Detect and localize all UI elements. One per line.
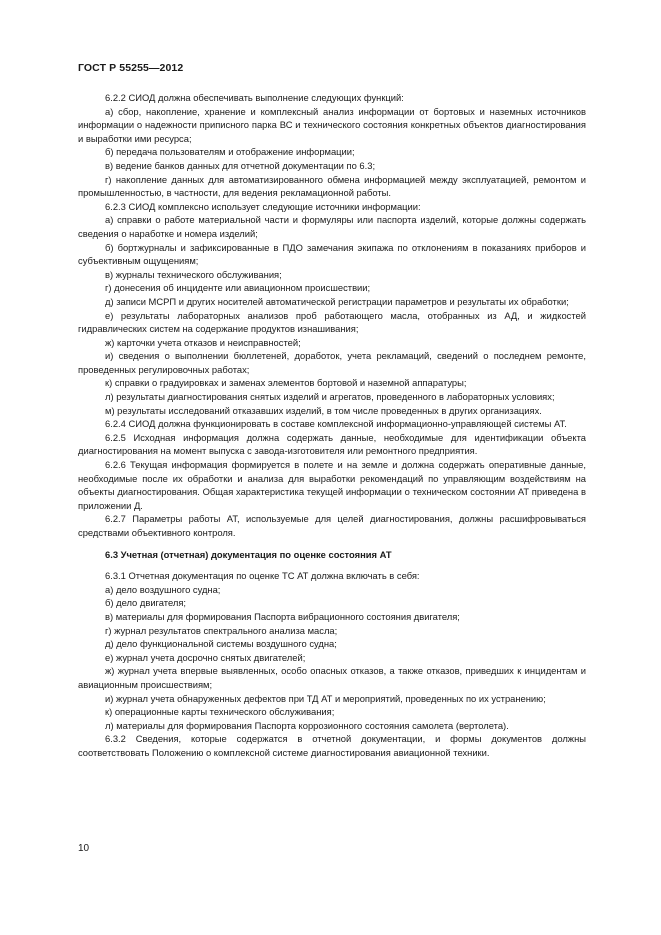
paragraph: 6.2.7 Параметры работы АТ, используемые для целей диагностирования, должны расшифровываться средствами объективного контроля. [78, 513, 586, 538]
paragraph: в) журналы технического обслуживания; [105, 268, 282, 280]
paragraph: а) сбор, накопление, хранение и комплексный анализ информации от бортовых и наземных источников информации о надежности приписного парка ВС и технического состояния конкретных объектов диагностирования и выработки ими ресурса; [78, 105, 586, 144]
paragraph: 6.2.3 СИОД комплексно использует следующие источники информации: [105, 200, 421, 212]
paragraph: г) донесения об инциденте или авиационном происшествии; [105, 282, 371, 294]
paragraph: м) результаты исследований отказавших изделий, в том числе проведенных в других организациях. [105, 404, 542, 416]
document-header: ГОСТ Р 55255—2012 [78, 62, 184, 74]
section-heading: 6.3 Учетная (отчетная) документация по оценке состояния АТ [105, 548, 392, 560]
paragraph: в) ведение банков данных для отчетной документации по 6.3; [105, 159, 376, 171]
paragraph: и) журнал учета обнаруженных дефектов при ТД АТ и мероприятий, проведенных по их устранению; [105, 692, 546, 704]
paragraph: ж) карточки учета отказов и неисправностей; [105, 336, 301, 348]
paragraph: д) дело функциональной системы воздушного судна; [105, 638, 337, 650]
paragraph: 6.2.4 СИОД должна функционировать в составе комплексной информационно-управляющей системы АТ. [105, 418, 567, 430]
paragraph: к) операционные карты технического обслуживания; [105, 706, 335, 718]
paragraph: л) материалы для формирования Паспорта коррозионного состояния самолета (вертолета). [105, 719, 509, 731]
paragraph: б) передача пользователям и отображение информации; [105, 146, 355, 158]
paragraph: б) бортжурналы и зафиксированные в ПДО замечания экипажа по отклонениям в показаниях приборов и субъективным ощущениям; [78, 241, 586, 267]
paragraph: ж) журнал учета впервые выявленных, особо опасных отказов, а также отказов, приведших к инцидентам и авиационным происшествиям; [78, 665, 586, 690]
paragraph: 6.3.2 Сведения, которые содержатся в отчетной документации, и формы документов должны соответствовать Положению о комплексной системе диагностирования авиационной техники. [78, 733, 586, 758]
paragraph: к) справки о градуировках и заменах элементов бортовой и наземной аппаратуры; [105, 377, 467, 389]
paragraph: е) результаты лабораторных анализов проб работающего масла, отобранных из АД, и жидкостей гидравлических систем на содержание продуктов изнашивания; [78, 309, 586, 335]
paragraph: г) журнал результатов спектрального анализа масла; [105, 624, 338, 636]
paragraph: и) сведения о выполнении бюллетеней, доработок, учета рекламаций, сведений о последнем ремонте, проведенных регулировочных работах; [78, 350, 586, 375]
paragraph: 6.2.2 СИОД должна обеспечивать выполнение следующих функций: [105, 92, 404, 103]
paragraph: а) дело воздушного судна; [105, 583, 221, 595]
paragraph: е) журнал учета досрочно снятых двигателей; [105, 651, 306, 663]
paragraph: 6.2.5 Исходная информация должна содержать данные, необходимые для идентификации объекта диагностирования на момент выпуска с завода-изготовителя или ремонтного предприятия. [78, 431, 586, 457]
paragraph: 6.3.1 Отчетная документация по оценке ТС АТ должна включать в себя: [105, 570, 420, 582]
paragraph: л) результаты диагностирования снятых изделий и агрегатов, проведенного в лабораторных условиях; [105, 391, 555, 403]
paragraph: г) накопление данных для автоматизированного обмена информацией между эксплуатацией, ремонтом и промышленностью, в частности, для ведения рекламационной работы. [78, 173, 586, 199]
paragraph: б) дело двигателя; [105, 597, 187, 609]
paragraph: 6.2.6 Текущая информация формируется в полете и на земле и должна содержать оперативные данные, необходимые после их обработки и анализа для выработки рекомендаций по управляющим воздействиям на объекты диагностирования. Общая характеристика текущей информации о техническом состоянии АТ приведена в приложении Д. [78, 459, 586, 511]
paragraph: а) справки о работе материальной части и формуляры или паспорта изделий, которые должны содержать сведения о наработке и номера изделий; [78, 214, 586, 239]
paragraph: д) записи МСРП и других носителей автоматической регистрации параметров и результаты их обработки; [105, 295, 569, 307]
page-number: 10 [78, 843, 90, 854]
paragraph: в) материалы для формирования Паспорта вибрационного состояния двигателя; [105, 610, 460, 622]
document-body [78, 91, 586, 760]
